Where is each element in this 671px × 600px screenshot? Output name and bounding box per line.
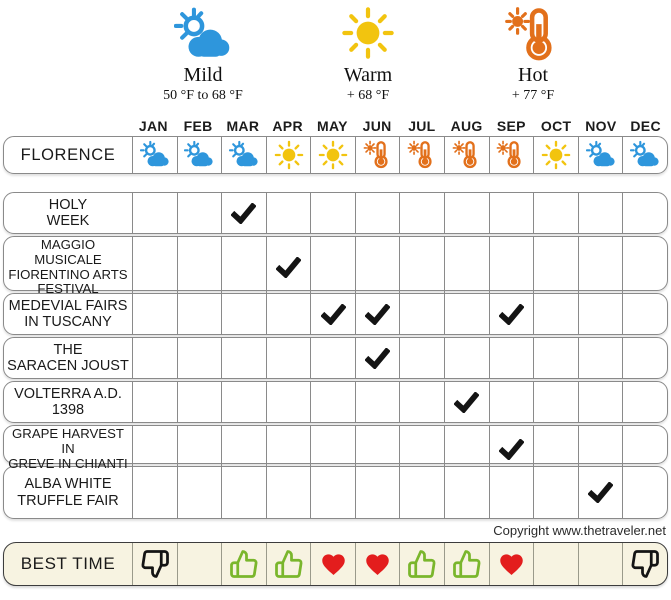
event-row — [3, 192, 668, 234]
check-icon — [454, 392, 479, 413]
best-time-cell — [489, 543, 534, 585]
event-month-cell — [399, 294, 444, 334]
check-icon — [365, 348, 390, 369]
event-month-cell — [489, 193, 534, 233]
event-month-cell — [221, 467, 266, 518]
event-month-cell — [355, 382, 400, 422]
thumbs-down-icon — [140, 549, 170, 579]
sun-icon — [283, 6, 453, 64]
event-month-cell — [266, 382, 311, 422]
weather-cell — [355, 137, 400, 173]
event-row — [3, 293, 668, 335]
weather-cell — [310, 137, 355, 173]
event-month-cell — [221, 426, 266, 472]
event-month-cell — [489, 467, 534, 518]
event-month-cell — [177, 426, 222, 472]
event-label: ALBA WHITE TRUFFLE FAIR — [17, 476, 119, 509]
event-row — [3, 236, 668, 297]
month-label: JUL — [408, 118, 436, 134]
thermometer-sun-icon — [448, 6, 618, 64]
event-month-cell — [444, 237, 489, 298]
month-label: OCT — [540, 118, 572, 134]
legend-item-mild — [118, 6, 288, 104]
event-month-cell — [622, 338, 667, 378]
copyright-text: Copyright www.thetraveler.net — [493, 523, 666, 538]
thumbs-up-icon — [229, 549, 259, 579]
event-row — [3, 466, 668, 519]
event-month-cell — [444, 382, 489, 422]
event-label: MEDEVIAL FAIRS IN TUSCANY — [8, 297, 128, 330]
event-month-cell — [399, 382, 444, 422]
thumbs-up-icon — [452, 549, 482, 579]
heart-icon — [364, 551, 391, 578]
month-label: MAY — [317, 118, 348, 134]
event-month-cell — [399, 338, 444, 378]
event-month-cell — [578, 426, 623, 472]
weather-cell — [444, 137, 489, 173]
event-label: THE SARACEN JOUST — [7, 341, 129, 374]
event-month-cell — [221, 294, 266, 334]
event-month-cell — [533, 467, 578, 518]
best-time-cell — [221, 543, 266, 585]
check-icon — [499, 304, 524, 325]
sun-icon — [274, 140, 304, 170]
month-header-row — [3, 114, 668, 136]
events-grid — [0, 192, 671, 519]
legend-label: Warm — [343, 64, 393, 86]
month-label: MAR — [226, 118, 260, 134]
month-label: JAN — [138, 118, 168, 134]
partly-cloudy-icon — [229, 140, 259, 170]
legend-label: Mild — [183, 64, 223, 86]
event-month-cell — [132, 382, 177, 422]
best-time-cell — [622, 543, 667, 585]
check-icon — [365, 304, 390, 325]
event-month-cell — [266, 467, 311, 518]
event-month-cell — [489, 382, 534, 422]
event-month-cell — [444, 426, 489, 472]
thumbs-up-icon — [274, 549, 304, 579]
weather-cell — [266, 137, 311, 173]
check-icon — [499, 439, 524, 460]
best-time-cell — [177, 543, 222, 585]
weather-cell — [533, 137, 578, 173]
event-month-cell — [355, 338, 400, 378]
check-icon — [588, 482, 613, 503]
event-month-cell — [533, 237, 578, 298]
event-month-cell — [578, 193, 623, 233]
best-time-cell — [355, 543, 400, 585]
weather-cell — [578, 137, 623, 173]
event-month-cell — [221, 193, 266, 233]
thermometer-sun-icon — [452, 140, 482, 170]
best-time-cell — [444, 543, 489, 585]
sun-icon — [541, 140, 571, 170]
legend-item-hot — [448, 6, 618, 104]
event-month-cell — [177, 193, 222, 233]
event-month-cell — [533, 193, 578, 233]
event-month-cell — [132, 294, 177, 334]
event-month-cell — [355, 193, 400, 233]
event-month-cell — [177, 237, 222, 298]
event-month-cell — [310, 294, 355, 334]
event-month-cell — [310, 382, 355, 422]
check-icon — [276, 257, 301, 278]
event-month-cell — [622, 193, 667, 233]
event-month-cell — [489, 426, 534, 472]
partly-cloudy-icon — [118, 6, 288, 64]
event-month-cell — [489, 237, 534, 298]
check-icon — [321, 304, 346, 325]
event-month-cell — [578, 237, 623, 298]
month-label: JUN — [362, 118, 392, 134]
event-month-cell — [355, 426, 400, 472]
event-month-cell — [355, 467, 400, 518]
legend-item-warm — [283, 6, 453, 104]
event-month-cell — [355, 237, 400, 298]
event-row — [3, 337, 668, 379]
partly-cloudy-icon — [184, 140, 214, 170]
thermometer-sun-icon — [496, 140, 526, 170]
event-month-cell — [622, 294, 667, 334]
weather-legend — [0, 0, 671, 114]
event-month-cell — [444, 294, 489, 334]
legend-label: Hot — [518, 64, 548, 86]
event-month-cell — [266, 294, 311, 334]
event-month-cell — [310, 467, 355, 518]
best-time-cell — [399, 543, 444, 585]
event-month-cell — [533, 426, 578, 472]
event-month-cell — [489, 294, 534, 334]
event-month-cell — [622, 467, 667, 518]
event-month-cell — [132, 426, 177, 472]
best-time-cell — [132, 543, 177, 585]
event-month-cell — [533, 294, 578, 334]
best-time-cell — [578, 543, 623, 585]
event-month-cell — [622, 426, 667, 472]
event-month-cell — [177, 382, 222, 422]
event-month-cell — [399, 193, 444, 233]
event-month-cell — [444, 193, 489, 233]
weather-cell — [399, 137, 444, 173]
legend-temp: 50 °F to 68 °F — [163, 88, 243, 103]
event-month-cell — [177, 338, 222, 378]
event-month-cell — [132, 237, 177, 298]
month-label: DEC — [630, 118, 661, 134]
weather-cell — [622, 137, 667, 173]
month-label: AUG — [450, 118, 483, 134]
event-month-cell — [266, 338, 311, 378]
event-month-cell — [444, 467, 489, 518]
month-label: NOV — [585, 118, 617, 134]
best-time-cell — [266, 543, 311, 585]
event-month-cell — [177, 467, 222, 518]
event-label: HOLY WEEK — [46, 196, 90, 229]
event-month-cell — [266, 426, 311, 472]
event-month-cell — [310, 338, 355, 378]
best-time-label: BEST TIME — [20, 554, 116, 574]
thumbs-up-icon — [407, 549, 437, 579]
thermometer-sun-icon — [407, 140, 437, 170]
event-month-cell — [578, 294, 623, 334]
legend-temp: + 77 °F — [511, 88, 555, 103]
event-month-cell — [355, 294, 400, 334]
weather-cell — [489, 137, 534, 173]
event-month-cell — [266, 237, 311, 298]
event-month-cell — [310, 193, 355, 233]
event-label: GRAPE HARVEST IN GREVE IN CHIANTI — [8, 426, 128, 471]
weather-cell — [132, 137, 177, 173]
event-month-cell — [221, 382, 266, 422]
event-label: VOLTERRA A.D. 1398 — [14, 385, 122, 418]
event-month-cell — [132, 193, 177, 233]
sun-icon — [318, 140, 348, 170]
best-time-cell — [533, 543, 578, 585]
event-month-cell — [533, 338, 578, 378]
month-label: FEB — [183, 118, 213, 134]
best-time-row — [3, 542, 668, 586]
city-label: FLORENCE — [20, 145, 116, 164]
event-month-cell — [310, 237, 355, 298]
month-label: SEP — [496, 118, 526, 134]
best-time-cell — [310, 543, 355, 585]
event-label: MAGGIO MUSICALE FIORENTINO ARTS FESTIVAL — [8, 237, 128, 297]
event-month-cell — [266, 193, 311, 233]
event-row — [3, 381, 668, 423]
legend-temp: + 68 °F — [346, 88, 390, 103]
thumbs-down-icon — [630, 549, 660, 579]
event-month-cell — [221, 338, 266, 378]
partly-cloudy-icon — [586, 140, 616, 170]
event-month-cell — [399, 467, 444, 518]
event-month-cell — [489, 338, 534, 378]
weather-cell — [221, 137, 266, 173]
event-month-cell — [578, 467, 623, 518]
weather-cell — [177, 137, 222, 173]
month-label: APR — [272, 118, 303, 134]
event-month-cell — [578, 382, 623, 422]
event-month-cell — [399, 237, 444, 298]
event-month-cell — [399, 426, 444, 472]
event-month-cell — [444, 338, 489, 378]
event-month-cell — [132, 467, 177, 518]
event-month-cell — [622, 237, 667, 298]
event-month-cell — [578, 338, 623, 378]
event-month-cell — [221, 237, 266, 298]
event-month-cell — [533, 382, 578, 422]
heart-icon — [320, 551, 347, 578]
event-month-cell — [310, 426, 355, 472]
florence-row — [3, 136, 668, 174]
check-icon — [231, 203, 256, 224]
thermometer-sun-icon — [363, 140, 393, 170]
event-month-cell — [622, 382, 667, 422]
event-month-cell — [132, 338, 177, 378]
event-month-cell — [177, 294, 222, 334]
partly-cloudy-icon — [630, 140, 660, 170]
event-row — [3, 425, 668, 471]
partly-cloudy-icon — [140, 140, 170, 170]
heart-icon — [498, 551, 525, 578]
